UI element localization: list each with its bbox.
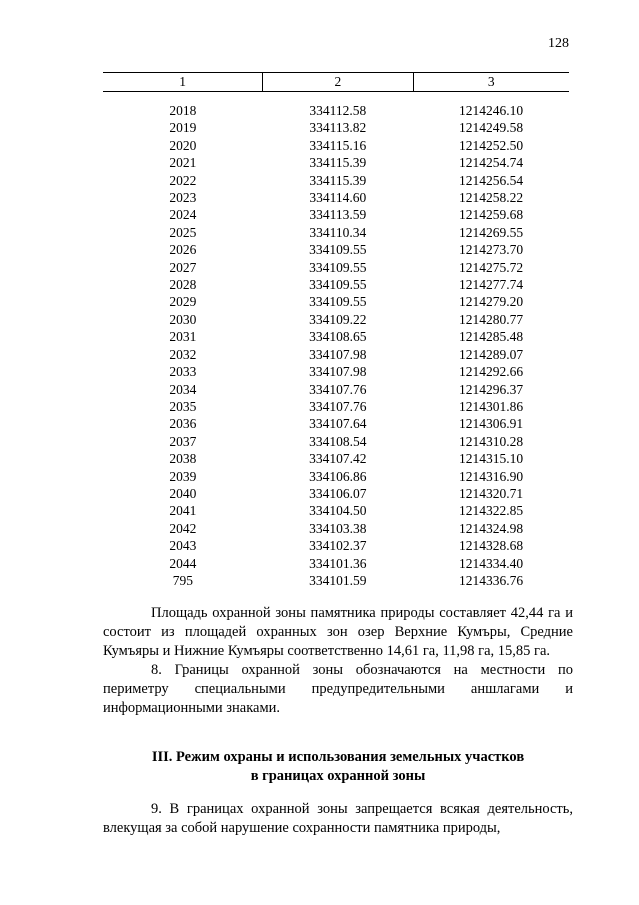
cell-x-coordinate: 334104.50 — [309, 503, 367, 519]
cell-y-coordinate: 1214306.91 — [458, 416, 524, 432]
cell-point-number: 2043 — [169, 538, 197, 554]
cell-x-coordinate: 334115.39 — [309, 172, 367, 188]
cell-y-coordinate: 1214277.74 — [458, 277, 524, 293]
cell-x-coordinate: 334107.76 — [309, 381, 367, 397]
table-row — [103, 92, 569, 120]
cell-y-coordinate: 1214254.74 — [458, 155, 524, 171]
table-row — [103, 502, 569, 519]
prohibition-section — [103, 800, 573, 838]
cell-y-coordinate: 1214324.98 — [458, 520, 524, 536]
table-row — [103, 241, 569, 258]
cell-point-number: 2041 — [169, 503, 197, 519]
table-row — [103, 468, 569, 485]
cell-y-coordinate: 1214334.40 — [458, 555, 524, 571]
table-row — [103, 293, 569, 310]
table-row — [103, 189, 569, 206]
cell-y-coordinate: 1214310.28 — [458, 433, 524, 449]
cell-y-coordinate: 1214285.48 — [458, 329, 524, 345]
table-row — [103, 572, 569, 589]
table-row — [103, 328, 569, 345]
cell-point-number: 795 — [172, 572, 193, 588]
cell-y-coordinate: 1214289.07 — [458, 346, 524, 362]
cell-x-coordinate: 334109.55 — [309, 277, 367, 293]
cell-y-coordinate: 1214258.22 — [458, 190, 524, 206]
cell-x-coordinate: 334109.55 — [309, 242, 367, 258]
table-row — [103, 520, 569, 537]
section-heading — [103, 748, 573, 786]
table-row — [103, 450, 569, 467]
cell-point-number: 2044 — [169, 555, 197, 571]
cell-y-coordinate: 1214269.55 — [458, 224, 524, 240]
table-body — [103, 92, 569, 590]
table-row — [103, 485, 569, 502]
cell-point-number: 2033 — [169, 364, 197, 380]
cell-x-coordinate: 334115.39 — [309, 155, 367, 171]
table-row — [103, 119, 569, 136]
table-row — [103, 555, 569, 572]
section-heading-line-1: III. Режим охраны и использования земельных участков — [151, 749, 525, 765]
table-row — [103, 433, 569, 450]
cell-point-number: 2032 — [169, 346, 197, 362]
cell-point-number: 2024 — [169, 207, 197, 223]
cell-point-number: 2019 — [169, 120, 197, 136]
cell-point-number: 2026 — [169, 242, 197, 258]
cell-x-coordinate: 334112.58 — [309, 103, 367, 118]
page-number: 128 — [548, 36, 569, 51]
cell-point-number: 2039 — [169, 468, 197, 484]
cell-y-coordinate: 1214301.86 — [458, 398, 524, 414]
table-row — [103, 206, 569, 223]
cell-point-number: 2018 — [169, 103, 197, 118]
cell-x-coordinate: 334113.59 — [309, 207, 367, 223]
cell-x-coordinate: 334109.55 — [309, 259, 367, 275]
cell-x-coordinate: 334107.64 — [309, 416, 367, 432]
cell-y-coordinate: 1214249.58 — [458, 120, 524, 136]
cell-y-coordinate: 1214275.72 — [458, 259, 524, 275]
table-row — [103, 398, 569, 415]
table-row — [103, 363, 569, 380]
cell-x-coordinate: 334108.65 — [309, 329, 367, 345]
cell-y-coordinate: 1214259.68 — [458, 207, 524, 223]
column-header-point: 1 — [103, 73, 263, 92]
cell-x-coordinate: 334107.98 — [309, 364, 367, 380]
cell-y-coordinate: 1214279.20 — [458, 294, 524, 310]
prohibition-paragraph: 9. В границах охранной зоны запрещается всякая деятельность, влекущая за собой нарушение сохранности памятника природы, — [103, 801, 573, 836]
table-row — [103, 259, 569, 276]
cell-point-number: 2038 — [169, 451, 197, 467]
column-header-y: 3 — [413, 73, 569, 92]
table-row — [103, 381, 569, 398]
table-row — [103, 224, 569, 241]
cell-x-coordinate: 334102.37 — [309, 538, 367, 554]
cell-point-number: 2035 — [169, 398, 197, 414]
cell-x-coordinate: 334101.59 — [309, 572, 367, 588]
cell-y-coordinate: 1214316.90 — [458, 468, 524, 484]
cell-point-number: 2029 — [169, 294, 197, 310]
cell-point-number: 2027 — [169, 259, 197, 275]
coordinates-table — [103, 72, 569, 589]
cell-x-coordinate: 334107.76 — [309, 398, 367, 414]
cell-point-number: 2022 — [169, 172, 197, 188]
cell-y-coordinate: 1214280.77 — [458, 311, 524, 327]
boundaries-paragraph: 8. Границы охранной зоны обозначаются на местности по периметру специальными предупредительными аншлагами и информационными знаками. — [103, 662, 573, 716]
table-row — [103, 137, 569, 154]
cell-x-coordinate: 334109.55 — [309, 294, 367, 310]
section-heading-line-2: в границах охранной зоны — [250, 768, 426, 784]
column-header-x: 2 — [263, 73, 413, 92]
cell-x-coordinate: 334103.38 — [309, 520, 367, 536]
area-paragraph: Площадь охранной зоны памятника природы составляет 42,44 га и состоит из площадей охранных зон озер Верхние Кумъры, Средние Кумъяры и Нижние Кумъяры соответственно 14,61 га, 11,98 га, 15,85 га. — [103, 605, 573, 659]
cell-y-coordinate: 1214252.50 — [458, 137, 524, 153]
cell-y-coordinate: 1214320.71 — [458, 485, 524, 501]
cell-y-coordinate: 1214322.85 — [458, 503, 524, 519]
cell-y-coordinate: 1214328.68 — [458, 538, 524, 554]
cell-y-coordinate: 1214336.76 — [458, 572, 524, 588]
cell-x-coordinate: 334107.98 — [309, 346, 367, 362]
cell-point-number: 2020 — [169, 137, 197, 153]
cell-y-coordinate: 1214256.54 — [458, 172, 524, 188]
table-row — [103, 346, 569, 363]
table-row — [103, 537, 569, 554]
cell-point-number: 2031 — [169, 329, 197, 345]
cell-point-number: 2036 — [169, 416, 197, 432]
cell-x-coordinate: 334114.60 — [309, 190, 367, 206]
cell-x-coordinate: 334106.86 — [309, 468, 367, 484]
cell-point-number: 2023 — [169, 190, 197, 206]
cell-x-coordinate: 334110.34 — [309, 224, 367, 240]
cell-x-coordinate: 334106.07 — [309, 485, 367, 501]
cell-point-number: 2040 — [169, 485, 197, 501]
cell-point-number: 2037 — [169, 433, 197, 449]
cell-y-coordinate: 1214273.70 — [458, 242, 524, 258]
cell-x-coordinate: 334101.36 — [309, 555, 367, 571]
cell-y-coordinate: 1214296.37 — [458, 381, 524, 397]
cell-x-coordinate: 334109.22 — [309, 311, 367, 327]
table-header-row — [103, 73, 569, 92]
cell-point-number: 2030 — [169, 311, 197, 327]
cell-x-coordinate: 334108.54 — [309, 433, 367, 449]
table-row — [103, 311, 569, 328]
cell-y-coordinate: 1214246.10 — [458, 103, 524, 118]
cell-point-number: 2025 — [169, 224, 197, 240]
cell-y-coordinate: 1214292.66 — [458, 364, 524, 380]
cell-point-number: 2042 — [169, 520, 197, 536]
cell-point-number: 2028 — [169, 277, 197, 293]
table-row — [103, 154, 569, 171]
cell-x-coordinate: 334107.42 — [309, 451, 367, 467]
cell-y-coordinate: 1214315.10 — [458, 451, 524, 467]
cell-x-coordinate: 334115.16 — [309, 137, 367, 153]
area-section — [103, 604, 573, 718]
table-row — [103, 415, 569, 432]
cell-point-number: 2034 — [169, 381, 197, 397]
cell-point-number: 2021 — [169, 155, 197, 171]
cell-x-coordinate: 334113.82 — [309, 120, 367, 136]
table-row — [103, 276, 569, 293]
table-row — [103, 172, 569, 189]
